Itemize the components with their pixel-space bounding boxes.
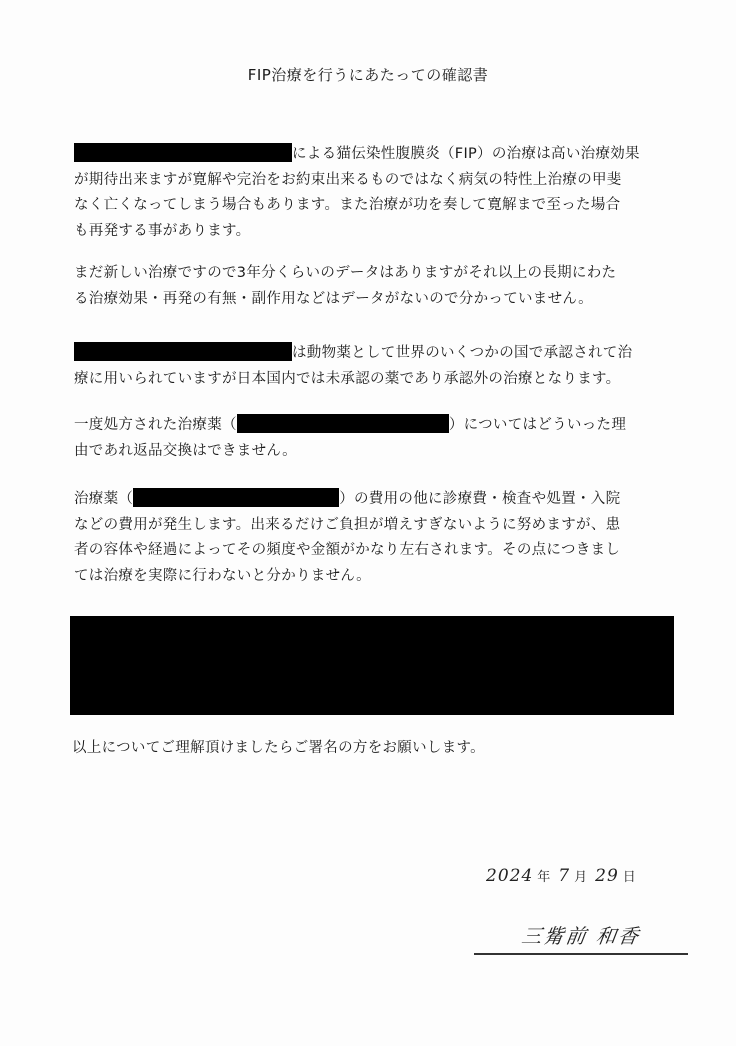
paragraph-text: 由であれ返品交換はできません。	[74, 442, 297, 459]
signature-area	[474, 910, 688, 960]
date-year-unit: 年	[537, 870, 551, 885]
paragraph-text: が期待出来ますが寛解や完治をお約束出来るものではなく病気の特性上治療の甲斐	[74, 171, 622, 188]
redaction-block	[74, 342, 292, 361]
paragraph-text: ）の費用の他に診療費・検査や処置・入院	[339, 491, 621, 507]
paragraph-no-returns	[74, 413, 686, 464]
paragraph-text: ては治療を実際に行わないと分かりません。	[74, 567, 371, 584]
date-day-unit: 日	[622, 870, 636, 885]
redaction-block	[237, 414, 449, 433]
paragraph-fip-efficacy	[74, 142, 686, 244]
paragraph-text: る治療効果・再発の有無・副作用などはデータがないので分かっていません。	[74, 290, 593, 307]
signature-line	[474, 953, 688, 955]
document-title: FIP治療を行うにあたっての確認書	[247, 66, 489, 84]
paragraph-approval-status	[74, 341, 686, 392]
paragraph-data-limits	[74, 261, 686, 312]
date-month-unit: 月	[574, 870, 588, 885]
paragraph-text: などの費用が発生します。出来るだけご負担が増えすぎないように努めますが、患	[74, 516, 621, 533]
paragraph-text: は動物薬として世界のいくつかの国で承認されて治	[292, 345, 633, 361]
closing-request: 以上についてご理解頂けましたらご署名の方をお願いします。	[72, 740, 485, 756]
paragraph-text: 治療薬（	[74, 491, 134, 507]
paragraph-text: 一度処方された治療薬（	[74, 417, 237, 433]
redaction-block-large	[70, 616, 674, 715]
signature-date	[486, 866, 644, 886]
paragraph-text: 療に用いられていますが日本国内では未承認の薬であり承認外の治療となります。	[74, 370, 621, 387]
paragraph-text: なく亡くなってしまう場合もあります。また治療が功を奏して寛解まで至った場合	[74, 197, 621, 213]
date-year: 2024	[486, 866, 534, 886]
handwritten-signature: 三觜前 和香	[520, 924, 642, 948]
paragraph-text: による猫伝染性腹膜炎（FIP）の治療は高い治療効果	[292, 146, 640, 162]
redaction-block	[133, 488, 339, 507]
paragraph-text: ）についてはどういった理	[448, 417, 627, 433]
paragraph-text: も再発する事があります。	[74, 222, 251, 239]
date-day: 29	[595, 866, 619, 886]
paragraph-text: まだ新しい治療ですので3年分くらいのデータはありますがそれ以上の長期にわた	[74, 265, 617, 281]
date-month: 7	[558, 866, 571, 886]
paragraph-costs	[74, 487, 686, 589]
paragraph-text: 者の容体や経過によってその頻度や金額がかなり左右されます。その点につきまし	[74, 542, 621, 558]
redaction-block	[74, 143, 292, 162]
